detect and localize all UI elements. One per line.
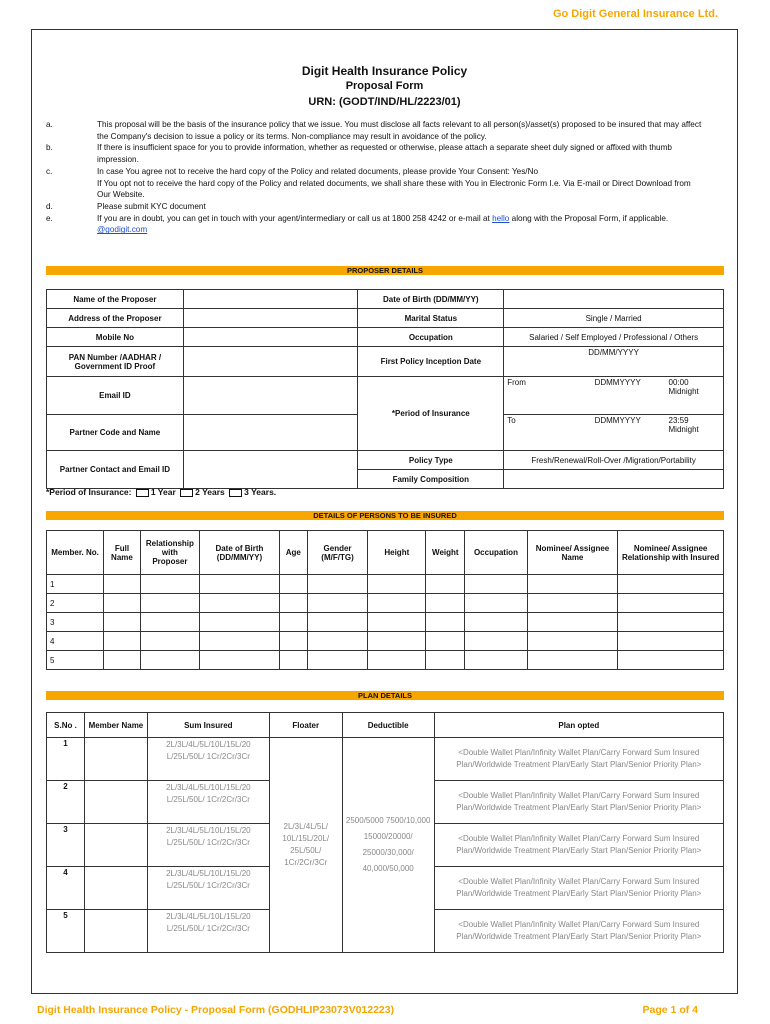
table-row[interactable] [47,575,724,594]
table-row[interactable] [47,594,724,613]
proposer-address-label: Address of the Proposer [47,309,184,328]
godigit-email-link[interactable]: @godigit.com [97,225,148,235]
member-no: 4 [47,632,104,651]
table-row[interactable] [47,632,724,651]
title-line-1: Digit Health Insurance Policy [301,64,468,78]
note-d [46,201,706,213]
pan-aadhar-field[interactable] [183,347,358,377]
note-label: a. [46,120,53,129]
note-label [46,178,97,201]
header-nominee-relationship: Nominee/ Assignee Relationship with Insured [618,531,724,575]
plan-member-name-field[interactable] [84,738,147,781]
family-composition-field[interactable] [504,470,724,489]
header-relationship: Relationship with Proposer [140,531,199,575]
family-composition-label: Family Composition [358,470,504,489]
plan-opted-options[interactable]: <Double Wallet Plan/Infinity Wallet Plan/Carry Forward Sum Insured Plan/Worldwide Treatment Plan/Early Start Plan/Senior Priority Plan> [434,738,723,781]
partner-code-field[interactable] [183,415,358,451]
header-deductible: Deductible [342,713,434,738]
from-time: 00:00 Midnight [666,377,724,415]
policy-type-options[interactable]: Fresh/Renewal/Roll-Over /Migration/Portability [504,451,724,470]
period-of-insurance-label: *Period of Insurance [358,377,504,451]
period-3-years-checkbox[interactable] [229,489,242,497]
note-label: d. [46,201,53,211]
note-text: If You opt not to receive the hard copy of the Policy and related documents, we shall share these with You in Electronic Form I.e. Via E-mail or Direct Download from Our Website. [97,178,691,200]
note-text: Please submit KYC document [97,201,206,211]
header-sum-insured: Sum Insured [147,713,269,738]
table-row[interactable] [47,651,724,670]
partner-code-label: Partner Code and Name [47,415,184,451]
inception-date-label: First Policy Inception Date [358,347,504,377]
mobile-field[interactable] [183,328,358,347]
marital-status-label: Marital Status [358,309,504,328]
header-weight: Weight [426,531,465,575]
email-label: Email ID [47,377,184,415]
table-row[interactable] [47,738,724,781]
note-label: e. [46,213,53,223]
plan-details-band: PLAN DETAILS [46,691,724,700]
inception-date-field[interactable]: DD/MM/YYYY [504,347,724,377]
sum-insured-options[interactable]: 2L/3L/4L/5L/10L/15L/20 L/25L/50L/ 1Cr/2Cr/3Cr [147,781,269,824]
note-text: In case You agree not to receive the hard copy of the Policy and related documents, please provide Your Consent: Yes/No [97,166,539,176]
policy-type-label: Policy Type [358,451,504,470]
floater-options[interactable]: 2L/3L/4L/5L/ 10L/15L/20L/ 25L/50L/ 1Cr/2Cr/3Cr [269,738,342,953]
header-height: Height [368,531,426,575]
plan-opted-options[interactable]: <Double Wallet Plan/Infinity Wallet Plan/Carry Forward Sum Insured Plan/Worldwide Treatment Plan/Early Start Plan/Senior Priority Plan> [434,781,723,824]
proposer-name-field[interactable] [183,290,358,309]
header-plan-opted: Plan opted [434,713,723,738]
note-label: c. [46,166,53,176]
plan-opted-options[interactable]: <Double Wallet Plan/Infinity Wallet Plan/Carry Forward Sum Insured Plan/Worldwide Treatment Plan/Early Start Plan/Senior Priority Plan> [434,824,723,867]
note-b [46,142,706,165]
period-1-year-checkbox[interactable] [136,489,149,497]
plan-details-table [46,712,724,953]
form-frame [31,29,738,994]
period-1-year-label: 1 Year [150,487,176,497]
proposer-name-label: Name of the Proposer [47,290,184,309]
plan-opted-options[interactable]: <Double Wallet Plan/Infinity Wallet Plan/Carry Forward Sum Insured Plan/Worldwide Treatment Plan/Early Start Plan/Senior Priority Plan> [434,910,723,953]
table-row[interactable] [47,613,724,632]
plan-opted-options[interactable]: <Double Wallet Plan/Infinity Wallet Plan/Carry Forward Sum Insured Plan/Worldwide Treatment Plan/Early Start Plan/Senior Priority Plan> [434,867,723,910]
sum-insured-options[interactable]: 2L/3L/4L/5L/10L/15L/20 L/25L/50L/ 1Cr/2Cr/3Cr [147,867,269,910]
period-of-insurance-options [46,487,276,497]
sum-insured-options[interactable]: 2L/3L/4L/5L/10L/15L/20 L/25L/50L/ 1Cr/2Cr/3Cr [147,738,269,781]
note-c-continued [46,178,706,201]
to-label: To [504,415,592,451]
note-text: If there is insufficient space for you to provide information, whether as requested or otherwise, please attach a separate sheet duly signed or affixed with thumb impression. [97,143,672,165]
footer-document-title: Digit Health Insurance Policy - Proposal Form (GODHLIP23073V012223) [37,1004,395,1016]
header-sno: S.No . [47,713,85,738]
note-a [46,119,706,142]
partner-contact-field[interactable] [183,451,358,489]
from-date[interactable]: DDMMYYYY [592,377,666,415]
header-nominee-name: Nominee/ Assignee Name [527,531,618,575]
note-c [46,166,706,178]
period-3-years-label: 3 Years. [244,487,277,497]
plan-sno: 1 [47,738,85,781]
header-member-name: Member Name [84,713,147,738]
sum-insured-options[interactable]: 2L/3L/4L/5L/10L/15L/20 L/25L/50L/ 1Cr/2Cr/3Cr [147,910,269,953]
header-full-name: Full Name [104,531,141,575]
header-age: Age [279,531,307,575]
note-e [46,213,706,236]
plan-member-name-field[interactable] [84,910,147,953]
dob-field[interactable] [504,290,724,309]
member-no: 3 [47,613,104,632]
footer-page-number: Page 1 of 4 [642,1004,698,1016]
sum-insured-options[interactable]: 2L/3L/4L/5L/10L/15L/20 L/25L/50L/ 1Cr/2Cr/3Cr [147,824,269,867]
note-label: b. [46,143,53,153]
note-text-part: If you are in doubt, you can get in touch with your agent/intermediary or call us at 1800 258 4242 or e-mail at [97,213,493,223]
to-date[interactable]: DDMMYYYY [592,415,666,451]
period-2-years-checkbox[interactable] [180,489,193,497]
title-line-2: Proposal Form [345,80,424,92]
proposer-address-field[interactable] [183,309,358,328]
note-text [97,213,706,236]
deductible-options[interactable]: 2500/5000 7500/10,000 15000/20000/ 25000/30,000/ 40,000/50,000 [342,738,434,953]
title-line-3: URN: (GODT/IND/HL/2223/01) [308,96,461,108]
plan-member-name-field[interactable] [84,867,147,910]
persons-insured-table [46,530,724,670]
instructions-list [46,119,706,236]
header-occupation: Occupation [465,531,528,575]
proposer-details-table [46,289,724,489]
occupation-options[interactable]: Salaried / Self Employed / Professional / Others [504,328,724,347]
header-member-no: Member. No. [47,531,104,575]
header-floater: Floater [269,713,342,738]
note-text: This proposal will be the basis of the insurance policy that we issue. You must disclose all facts relevant to all person(s)/asset(s) proposed to be insured that may affect the Company's decision to issue a policy or its terms. Non-compliance may result in avoidance of the policy. [97,120,702,141]
marital-status-options[interactable]: Single / Married [504,309,724,328]
member-no: 2 [47,594,104,613]
partner-contact-label: Partner Contact and Email ID [47,451,184,489]
hello-email-link[interactable]: hello [492,213,510,223]
header-gender: Gender (M/F/TG) [307,531,367,575]
header-dob: Date of Birth (DD/MM/YY) [200,531,280,575]
note-text-part: along with the Proposal Form, if applicable. [509,213,669,223]
plan-sno: 4 [47,867,85,910]
member-no: 1 [47,575,104,594]
persons-insured-band: DETAILS OF PERSONS TO BE INSURED [46,511,724,520]
plan-sno: 5 [47,910,85,953]
pan-aadhar-label: PAN Number /AADHAR / Government ID Proof [47,347,184,377]
proposer-details-band: PROPOSER DETAILS [46,266,724,275]
period-note-label: *Period of Insurance: [46,487,132,497]
plan-member-name-field[interactable] [84,781,147,824]
company-name: Go Digit General Insurance Ltd. [552,8,718,20]
period-2-years-label: 2 Years [195,487,225,497]
plan-sno: 3 [47,824,85,867]
plan-sno: 2 [47,781,85,824]
persons-header-row [47,531,724,575]
plan-header-row [47,713,724,738]
email-field[interactable] [183,377,358,415]
from-label: From [504,377,592,415]
form-title [32,63,737,110]
to-time: 23:59 Midnight [666,415,724,451]
member-no: 5 [47,651,104,670]
dob-label: Date of Birth (DD/MM/YY) [358,290,504,309]
mobile-label: Mobile No [47,328,184,347]
occupation-label: Occupation [358,328,504,347]
plan-member-name-field[interactable] [84,824,147,867]
